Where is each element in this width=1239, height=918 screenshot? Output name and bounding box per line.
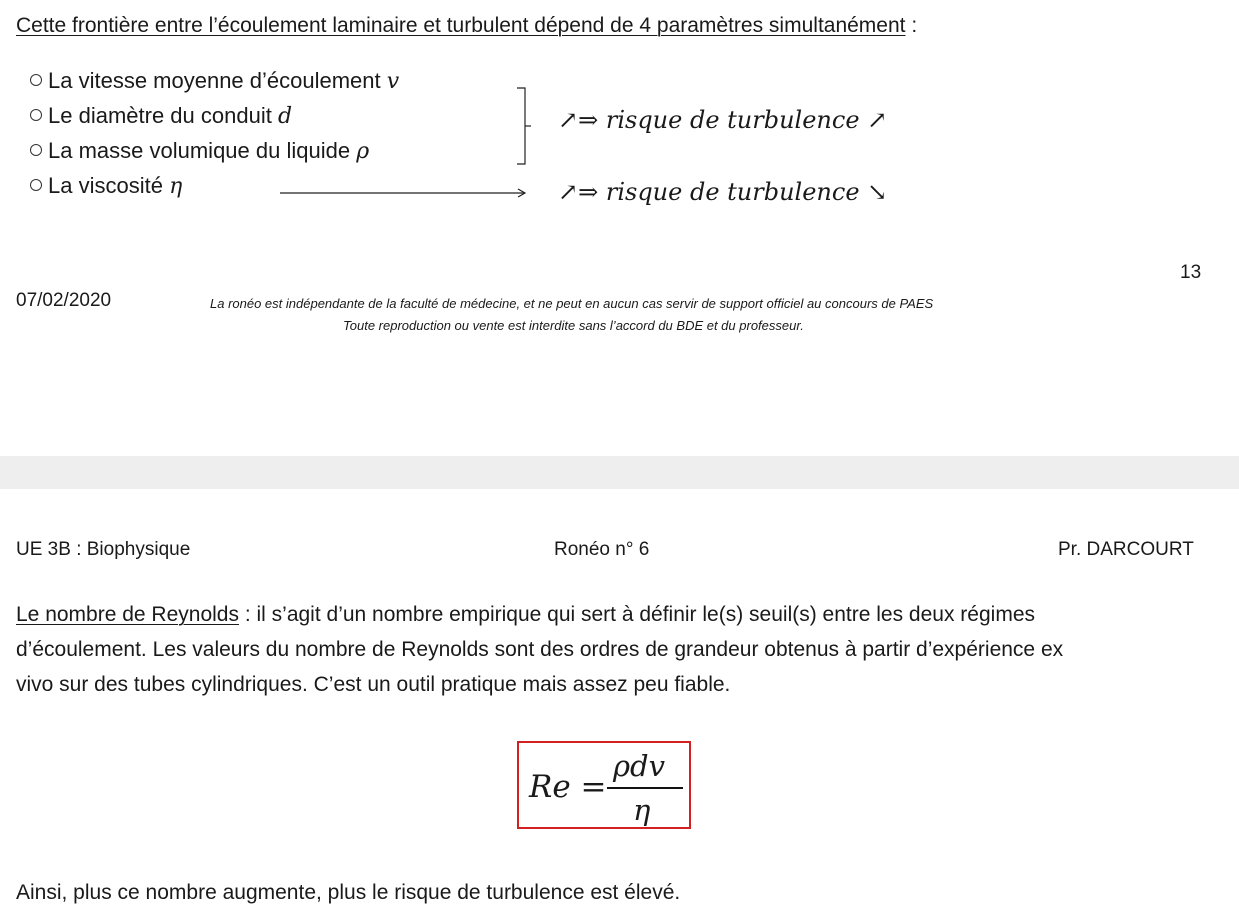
footer-date: 07/02/2020 xyxy=(16,290,112,311)
bullet-diameter xyxy=(30,103,292,129)
bullet-variable: v xyxy=(386,69,400,94)
bullet-label: La viscosité xyxy=(48,173,170,198)
formula-denominator: η xyxy=(633,793,651,827)
reynolds-paragraph-line-2: d’écoulement. Les valeurs du nombre de Reynolds sont des ordres de grandeur obtenus à partir d’expérience ex xyxy=(16,638,1064,661)
intro-tail: : xyxy=(905,14,918,37)
document-page-13 xyxy=(0,0,1239,456)
header-roneo: Ronéo n° 6 xyxy=(554,539,650,560)
page-separator xyxy=(0,456,1239,489)
reynolds-text: : il s’agit d’un nombre empirique qui sert à définir le(s) seuil(s) entre les deux régimes xyxy=(238,603,1035,626)
bullet-label: La masse volumique du liquide xyxy=(48,138,357,163)
bullet-viscosity xyxy=(30,173,182,199)
bullet-variable: ρ xyxy=(356,139,370,164)
formula-lhs: Re = xyxy=(529,769,607,805)
reynolds-title: Le nombre de Reynolds xyxy=(16,603,239,626)
intro-sentence xyxy=(16,8,917,43)
footer-disclaimer: La ronéo est indépendante de la faculté de médecine, et ne peut en aucun cas servir de support officiel au concours de PAES xyxy=(210,296,934,311)
page-number: 13 xyxy=(1180,262,1202,283)
brace-icon xyxy=(513,86,543,166)
risk-decrease-text: ↗⇒ risque de turbulence ↘ xyxy=(558,178,888,206)
header-professor: Pr. DARCOURT xyxy=(1058,539,1194,560)
document-page-14 xyxy=(0,489,1239,918)
bullet-circle-icon xyxy=(30,144,42,156)
footer-copyright: Toute reproduction ou vente est interdite sans l’accord du BDE et du professeur. xyxy=(343,318,804,333)
bullet-variable: d xyxy=(277,104,293,129)
long-arrow-icon xyxy=(280,186,530,200)
bullet-label: Le diamètre du conduit xyxy=(48,103,278,128)
bullet-label: La vitesse moyenne d’écoulement xyxy=(48,68,387,93)
header-course: UE 3B : Biophysique xyxy=(16,539,191,560)
bullet-density xyxy=(30,138,369,164)
conclusion-text: Ainsi, plus ce nombre augmente, plus le risque de turbulence est élevé. xyxy=(16,881,681,904)
bullet-circle-icon xyxy=(30,179,42,191)
intro-underlined: Cette frontière entre l’écoulement laminaire et turbulent dépend de 4 paramètres simultanément xyxy=(16,14,906,37)
reynolds-paragraph-line-1 xyxy=(16,597,1035,632)
bullet-circle-icon xyxy=(30,74,42,86)
bullet-velocity xyxy=(30,68,399,94)
bullet-circle-icon xyxy=(30,109,42,121)
reynolds-formula xyxy=(517,741,691,829)
reynolds-paragraph-line-3: vivo sur des tubes cylindriques. C’est un outil pratique mais assez peu fiable. xyxy=(16,673,731,696)
bullet-variable: η xyxy=(169,174,183,199)
risk-increase-text: ↗⇒ risque de turbulence ↗ xyxy=(558,106,888,134)
fraction-bar xyxy=(607,787,683,789)
formula-numerator: ρdv xyxy=(613,749,665,783)
